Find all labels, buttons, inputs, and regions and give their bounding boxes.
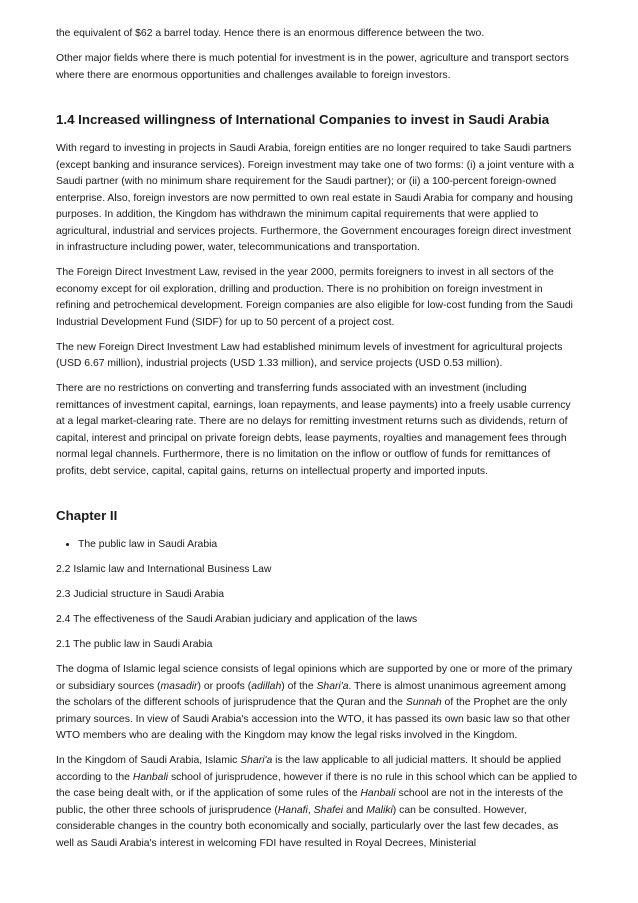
section-1-4-paragraph-2: The Foreign Direct Investment Law, revised in the year 2000, permits foreigners to invest in all sectors of the economy except for oil exploration, drilling and production. There is no prohibition on foreign investment in refining and petrochemical development. Foreign companies are also eligible for low-cost funding from the Saudi Industrial Development Fund (SIDF) for up to 50 percent of a project cost. [56, 267, 573, 328]
chapter-heading: Chapter II [56, 508, 118, 523]
italic-term: Shafei [313, 804, 344, 816]
bullet-item-public-law: • The public law in Saudi Arabia [78, 537, 578, 554]
text-run: of the Prophet are the only primary sources. In view of Saudi Arabia's accession into the WTO, it has passed its own basic law so that other WTO members who are dealing with the Kingdom may know the legal risks involved in the Kingdom. [56, 697, 571, 741]
italic-term: Sunnah [405, 697, 442, 708]
text-run: The dogma of Islamic legal science consists of legal opinions which are supported by one or more of the primary or subsidiary sources ( [56, 664, 573, 692]
italic-term: Hanafi [277, 804, 308, 816]
toc-item-2-3: 2.3 Judicial structure in Saudi Arabia [56, 589, 225, 600]
chapter-bullet-list [56, 537, 578, 554]
italic-term: Hanbali [132, 771, 169, 783]
intro-paragraph-2: Other major fields where there is much potential for investment is in the power, agriculture and transport sectors where there are enormous opportunities and challenges available to foreign investors. [56, 53, 569, 81]
section-1-4-paragraph-4: There are no restrictions on converting and transferring funds associated with an investment (including remittances of investment capital, earnings, loan repayments, and lease payments) into a freely usable currency at a legal market-clearing rate. There are no delays for remitting investment returns such as dividends, return of capital, interest and principal on private foreign debts, lease payments, royalties and management fees through normal legal channels. Furthermore, there is no limitation on the inflow or outflow of funds for remittances of profits, debt service, capital, capital gains, returns on intellectual property and imported inputs. [56, 383, 571, 477]
text-run: , [307, 804, 314, 816]
intro-paragraph-1: the equivalent of $62 a barrel today. Hence there is an enormous difference between the two. [56, 28, 485, 39]
section-1-4-paragraph-3: The new Foreign Direct Investment Law had established minimum levels of investment for agricultural projects (USD 6.67 million), industrial projects (USD 1.33 million), and service projects (USD 0.53 million). [56, 341, 563, 369]
text-run: ) or proofs ( [197, 680, 252, 692]
text-run: In the Kingdom of Saudi Arabia, Islamic [56, 755, 241, 766]
toc-item-2-1: 2.1 The public law in Saudi Arabia [56, 639, 213, 650]
italic-term: Maliki [366, 804, 393, 816]
italic-term: Hanbali [360, 788, 396, 799]
text-run: ) can be consulted. However, considerable changes in the country both economically and socially, particularly over the last few decades, as well as Saudi Arabia's interest in welcoming FDI have resulted in Royal Decrees, Ministerial [56, 804, 559, 849]
italic-term: adillah [251, 680, 282, 692]
section-heading-1-4: 1.4 Increased willingness of International Companies to invest in Saudi Arabia [56, 112, 550, 127]
text-run: is the law applicable to all judicial matters. It should be applied according to the [56, 755, 562, 783]
chapter-paragraph-islamic-legal-science [56, 662, 578, 745]
italic-term: masadir [160, 680, 198, 692]
text-run: and [343, 804, 367, 816]
chapter-paragraph-sharia-application [56, 753, 578, 852]
section-1-4-paragraph-1: With regard to investing in projects in Saudi Arabia, foreign entities are no longer required to take Saudi partners (except banking and insurance services). Foreign investment may take one of two forms: (i) a joint venture with a Saudi partner (with no minimum share requirement for the Saudi partner); or (ii) a 100-percent foreign-owned enterprise. Also, foreign investors are now permitted to own real estate in Saudi Arabia for company and housing purposes. In addition, the Kingdom has withdrawn the minimum capital requirements that were applied to agricultural, industrial and services projects. Furthermore, the Government encourages foreign direct investment in infrastructure including power, water, telecommunications and transportation. [56, 143, 575, 253]
italic-term: Shari'a [316, 680, 349, 692]
text-run: school are not in the interests of the public, the other three schools of jurisprudence ( [56, 788, 564, 816]
text-run: ) of the [281, 680, 317, 692]
toc-item-2-4: 2.4 The effectiveness of the Saudi Arabian judiciary and application of the laws [56, 614, 418, 625]
text-run: school of jurisprudence, however if there is no rule in this school which can be applied to the case being dealt with, or if the application of some rules of the [56, 771, 578, 799]
toc-item-2-2: 2.2 Islamic law and International Business Law [56, 564, 272, 575]
text-run: . There is almost unanimous agreement among the scholars of the different schools of jurisprudence that the Quran and the [56, 680, 567, 708]
italic-term: Shari'a [240, 755, 273, 766]
